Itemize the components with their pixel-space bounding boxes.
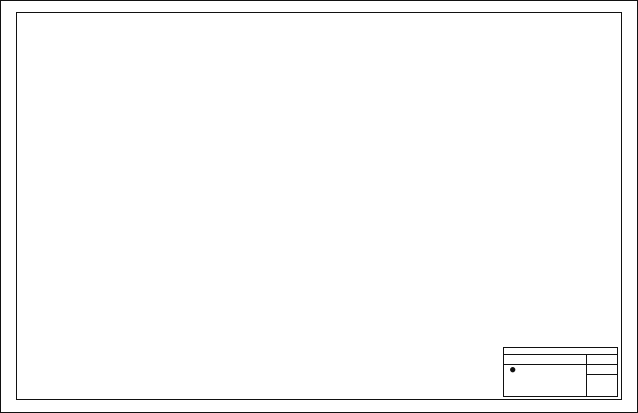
title-block: [503, 347, 618, 397]
drawing-border: [16, 12, 622, 400]
apple-logo-icon: ●: [510, 365, 516, 375]
